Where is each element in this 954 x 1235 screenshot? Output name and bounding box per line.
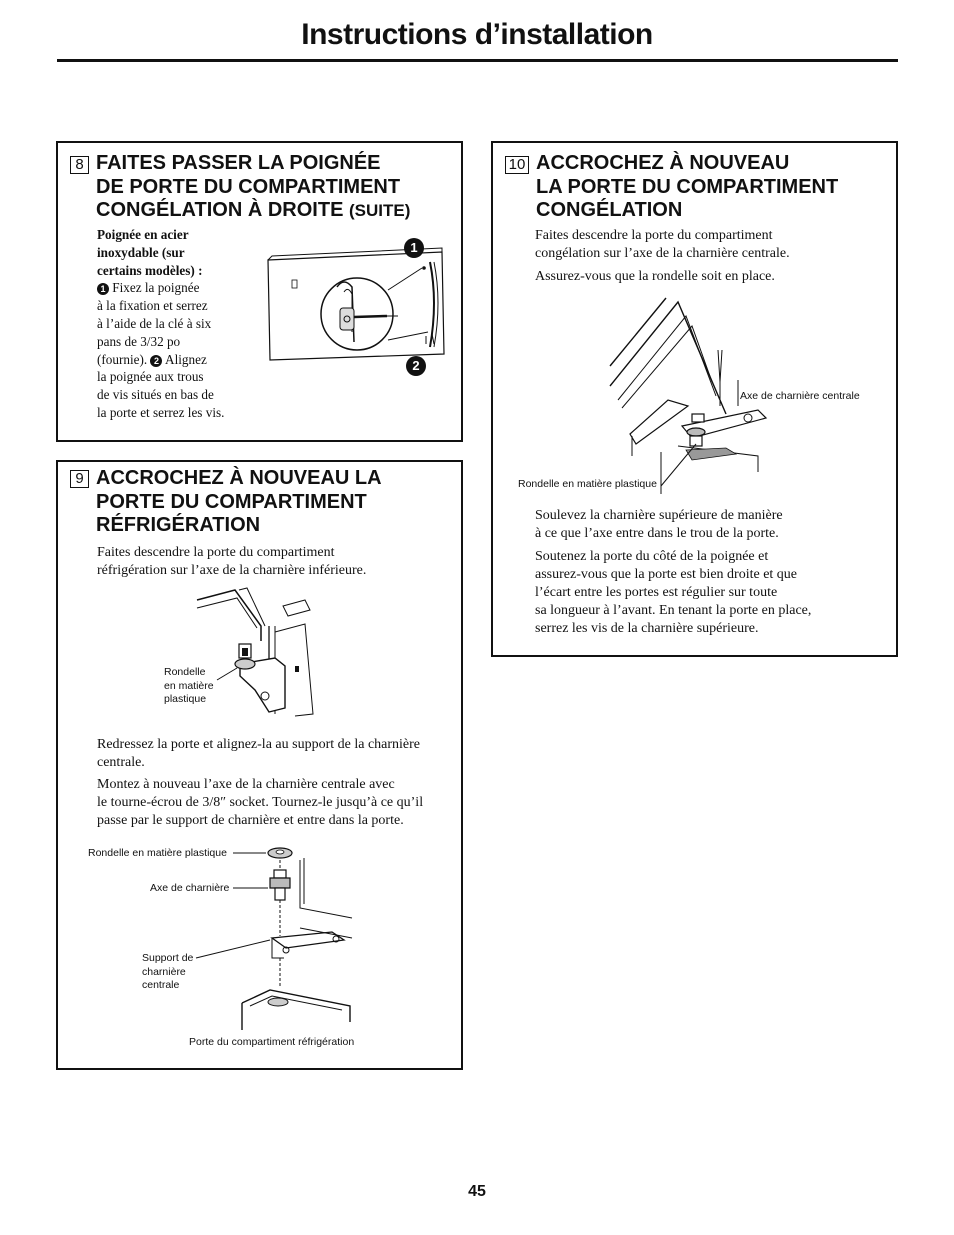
step-10-para-3: Soulevez la charnière supérieure de manière à ce que l’axe entre dans le trou de la porte. — [535, 508, 783, 541]
step-8-inline-badge-2: 2 — [150, 355, 162, 367]
step-9-para-1: Faites descendre la porte du compartiment réfrigération sur l’axe de la charnière inférieure. — [97, 545, 367, 578]
step-8-heading: FAITES PASSER LA POIGNÉE DE PORTE DU COMPARTIMENT CONGÉLATION À DROITE (SUITE) — [96, 152, 411, 221]
step-9-para-2: Redressez la porte et alignez-la au support de la charnière centrale. — [97, 737, 421, 770]
step-8-inline-badge-1: 1 — [97, 283, 109, 295]
step-8-badge-1: 1 — [404, 238, 424, 258]
step-8-number: 8 — [70, 156, 89, 174]
step-9-number: 9 — [70, 470, 89, 488]
step-10-center-pin-callout: Axe de charnière centrale — [740, 390, 860, 402]
step-9-support-callout: Support de charnière centrale — [142, 952, 194, 991]
step-9-washer-callout: Rondelle en matière plastique — [164, 666, 214, 705]
page-number: 45 — [468, 1183, 486, 1200]
step-10-washer-callout: Rondelle en matière plastique — [518, 478, 657, 490]
step-10-para-4: Soutenez la porte du côté de la poignée et assurez-vous que la porte est bien droite et que l’écart entre les portes est régulier sur toute sa longueur à l’avant. En tenant la porte en place, serrez les vis de la charnière supérieure. — [535, 549, 812, 636]
step-8-text: Poignée en acier inoxydable (sur certains modèles) : 1 Fixez la poignée à la fixation et serrez à l’aide de la clé à six pans de 3/32 po (fournie). 2 Alignez la poignée aux trous de vis situés en bas de la porte et serrez les vis. — [97, 227, 225, 420]
step-8-badge-2: 2 — [406, 356, 426, 376]
step-10-number: 10 — [505, 156, 529, 174]
step-9-para-3: Montez à nouveau l’axe de la charnière centrale avec le tourne-écrou de 3/8″ socket. Tournez-le jusqu’à ce qu’il passe par le support de charnière et entre dans la porte. — [97, 777, 424, 828]
step-9-plastic-washer-callout: Rondelle en matière plastique — [88, 847, 227, 859]
page-title: Instructions d’installation — [301, 18, 653, 51]
step-9-hinge-pin-callout: Axe de charnière — [150, 882, 230, 894]
step-9-fridge-door-callout: Porte du compartiment réfrigération — [189, 1036, 355, 1048]
step-10-para-2: Assurez-vous que la rondelle soit en place. — [535, 269, 775, 284]
step-9-heading: ACCROCHEZ À NOUVEAU LA PORTE DU COMPARTIMENT RÉFRIGÉRATION — [96, 467, 382, 536]
step-10-para-1: Faites descendre la porte du compartiment congélation sur l’axe de la charnière centrale. — [535, 228, 790, 261]
step-10-heading: ACCROCHEZ À NOUVEAU LA PORTE DU COMPARTIMENT CONGÉLATION — [536, 152, 839, 221]
